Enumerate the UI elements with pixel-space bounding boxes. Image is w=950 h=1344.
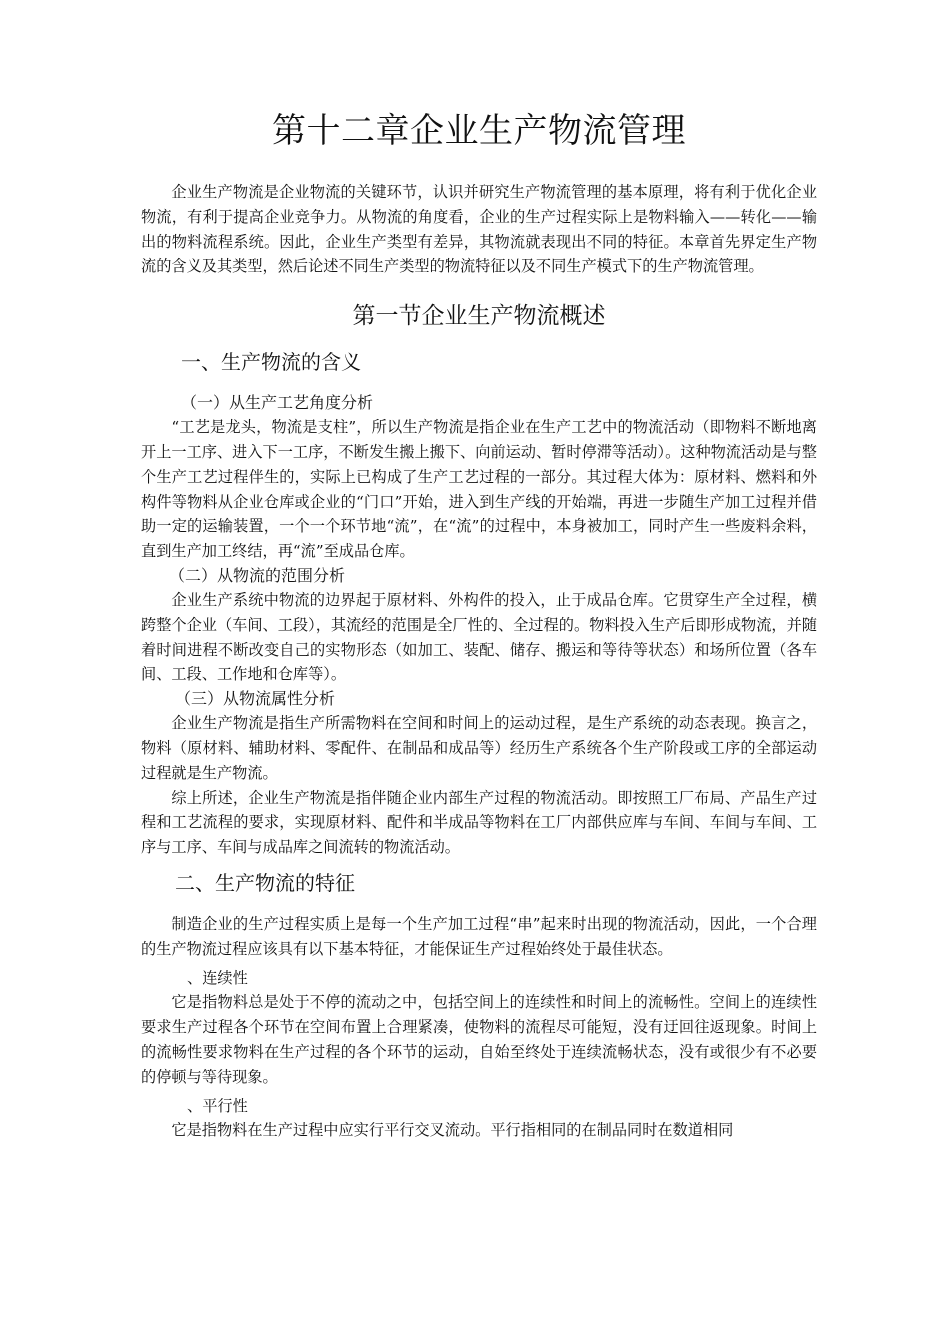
sub1-heading: （一）从生产工艺角度分析 [181, 393, 374, 413]
sub2-heading: （二）从物流的范围分析 [169, 565, 346, 585]
point-continuity-paragraph: 它是指物料总是处于不停的流动之中，包括空间上的连续性和时间上的流畅性。空间上的连续性要求生产过程各个环节在空间布置上合理紧凑，使物料的流程尽可能短，没有迂回往返现象。时间上的流畅性要求物料在生产过程的各个环节的运动，自始至终处于连续流畅状态，没有或很少有不必要的停顿与等待现象。 [141, 993, 817, 1086]
section-title: 第一节企业生产物流概述 [352, 303, 606, 330]
part2-heading: 二、生产物流的特征 [175, 870, 355, 895]
sub2-paragraph: 企业生产系统中物流的边界起于原材料、外构件的投入，止于成品仓库。它贯穿生产全过程，横跨整个企业（车间、工段），其流经的范围是全厂性的、全过程的。物料投入生产后即形成物流，并随着时间进程不断改变自己的实物形态（如加工、装配、储存、搬运和等待等状态）和场所位置（各车间、工段、工作地和仓库等）。 [141, 590, 817, 684]
point-continuity-heading: 、连续性 [187, 968, 248, 987]
part1-heading: 一、生产物流的含义 [181, 350, 361, 375]
sub1-paragraph: “工艺是龙头，物流是支柱”，所以生产物流是指企业在生产工艺中的物流活动（即物料不断地离开上一工序、进入下一工序，不断发生搬上搬下、向前运动、暂时停滞等活动）。这种物流活动是与整个生产工艺过程伴生的，实际上已构成了生产工艺过程的一部分。其过程大体为：原材料、燃料和外构件等物料从企业仓库或企业的“门口”开始，进入到生产线的开始端，再进一步随生产加工过程并借助一定的运输装置，一个一个环节地“流”，在“流”的过程中，本身被加工，同时产生一些废料余料，直到生产加工终结，再“流”至成品仓库。 [141, 418, 817, 561]
summary-paragraph: 综上所述，企业生产物流是指伴随企业内部生产过程的物流活动。即按照工厂布局、产品生产过程和工艺流程的要求，实现原材料、配件和半成品等物料在工厂内部供应库与车间、车间与车间、工序与工序、车间与成品库之间流转的物流活动。 [141, 788, 817, 857]
page-content [141, 108, 817, 1143]
point-parallel-heading: 、平行性 [187, 1096, 248, 1115]
chapter-intro-paragraph: 企业生产物流是企业物流的关键环节，认识并研究生产物流管理的基本原理，将有利于优化企业物流，有利于提高企业竞争力。从物流的角度看，企业的生产过程实际上是物料输入——转化——输出的物料流程系统。因此，企业生产类型有差异，其物流就表现出不同的特征。本章首先界定生产物流的含义及其类型，然后论述不同生产类型的物流特征以及不同生产模式下的生产物流管理。 [141, 183, 817, 276]
sub3-heading: （三）从物流属性分析 [175, 689, 336, 709]
chapter-title: 第十二章企业生产物流管理 [272, 111, 686, 151]
sub3-paragraph: 企业生产物流是指生产所需物料在空间和时间上的运动过程，是生产系统的动态表现。换言之，物料（原材料、辅助材料、零配件、在制品和成品等）经历生产系统各个生产阶段或工序的全部运动过程就是生产物流。 [141, 714, 817, 782]
point-parallel-paragraph: 它是指物料在生产过程中应实行平行交叉流动。平行指相同的在制品同时在数道相同 [171, 1121, 734, 1140]
part2-intro-paragraph: 制造企业的生产过程实质上是每一个生产加工过程“串”起来时出现的物流活动，因此，一个合理的生产物流过程应该具有以下基本特征，才能保证生产过程始终处于最佳状态。 [141, 914, 817, 958]
